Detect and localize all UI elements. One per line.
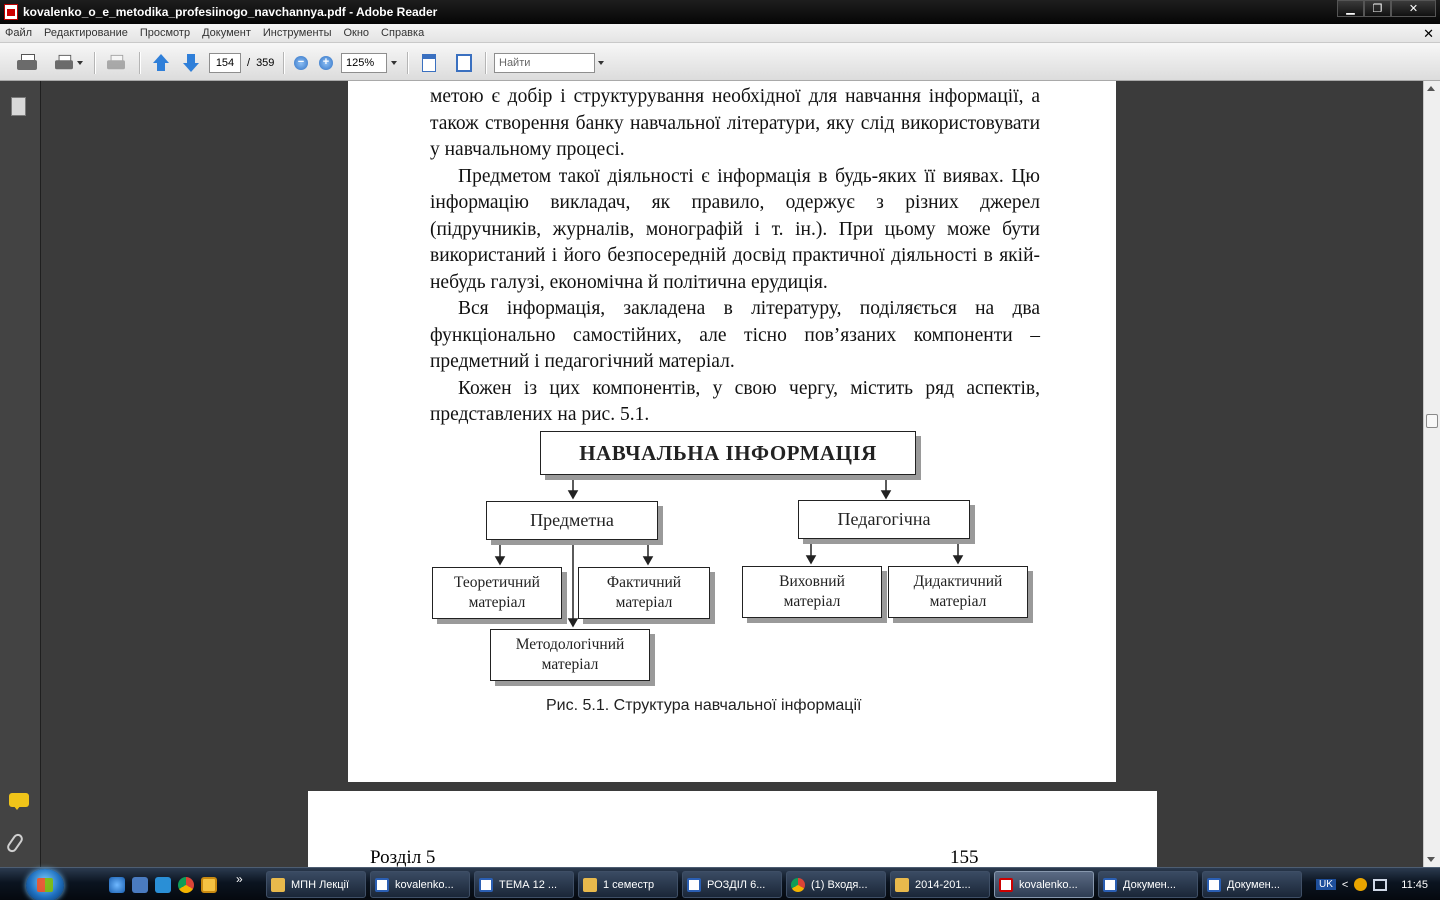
update-icon[interactable] bbox=[1354, 878, 1367, 891]
separator bbox=[485, 52, 486, 74]
section-header: Розділ 5 bbox=[370, 847, 436, 867]
diagram-didactic-box bbox=[888, 566, 1028, 618]
window-title: kovalenko_o_e_metodika_profesiinogo_navchannya.pdf - Adobe Reader bbox=[23, 5, 438, 19]
taskbar-item-label: МПН Лекції bbox=[291, 878, 350, 891]
previous-page-button[interactable] bbox=[149, 52, 173, 74]
leaf-line: матеріал bbox=[468, 594, 526, 611]
taskbar-item[interactable] bbox=[682, 871, 782, 898]
page-separator: / bbox=[247, 57, 251, 69]
document-viewport[interactable] bbox=[42, 81, 1423, 867]
leaf-line: матеріал bbox=[783, 593, 841, 610]
separator bbox=[283, 52, 284, 74]
chevron-down-icon[interactable] bbox=[598, 61, 604, 65]
zoom-out-button[interactable] bbox=[292, 52, 310, 74]
word-icon bbox=[375, 878, 389, 892]
menu-bar bbox=[0, 24, 1440, 43]
share-button[interactable] bbox=[50, 52, 86, 74]
pages-icon[interactable] bbox=[11, 97, 26, 116]
taskbar-item[interactable] bbox=[890, 871, 990, 898]
navigation-panel bbox=[0, 81, 41, 867]
search-input[interactable]: Найти bbox=[494, 53, 595, 73]
menu-document[interactable]: Документ bbox=[202, 27, 251, 39]
start-button[interactable] bbox=[26, 869, 64, 900]
show-desktop-icon[interactable] bbox=[132, 877, 148, 893]
figure-caption: Рис. 5.1. Структура навчальної інформації bbox=[546, 697, 862, 714]
taskbar-item[interactable] bbox=[786, 871, 886, 898]
quicklaunch-overflow[interactable]: » bbox=[236, 872, 243, 886]
pdf-page-next bbox=[308, 791, 1157, 867]
print-button[interactable] bbox=[14, 52, 40, 74]
separator bbox=[139, 52, 140, 74]
menu-view[interactable]: Просмотр bbox=[139, 27, 191, 39]
adobe-reader-icon bbox=[4, 4, 18, 20]
scroll-thumb[interactable] bbox=[1426, 414, 1438, 428]
chevron-down-icon bbox=[77, 61, 83, 65]
taskbar-item-label: ТЕМА 12 ... bbox=[499, 878, 558, 891]
separator bbox=[407, 52, 408, 74]
taskbar-item-label: kovalenko... bbox=[395, 878, 454, 891]
taskbar-item-label: 2014-201... bbox=[915, 878, 971, 891]
printer-icon bbox=[17, 54, 37, 72]
page-total: 359 bbox=[256, 57, 275, 69]
fit-width-button[interactable] bbox=[418, 52, 440, 74]
paragraph: Вся інформація, закладена в літературу, поділяється на два функціонально самостійних, але тісно пов’язаних компоненти – предметний і педагогічний матеріал. bbox=[430, 298, 1040, 372]
speech-bubble-icon bbox=[107, 55, 125, 71]
leaf-line: Теоретичний bbox=[454, 574, 540, 591]
scroll-down-icon[interactable] bbox=[1427, 857, 1435, 862]
leaf-line: матеріал bbox=[615, 594, 673, 611]
search-box bbox=[494, 52, 604, 74]
network-icon[interactable] bbox=[1373, 879, 1387, 891]
next-page-button[interactable] bbox=[179, 52, 203, 74]
taskbar-item-label: (1) Входя... bbox=[811, 878, 868, 891]
structure-diagram bbox=[428, 429, 1038, 689]
system-tray bbox=[1316, 868, 1440, 900]
close-button[interactable]: ✕ bbox=[1391, 0, 1436, 17]
taskbar-item[interactable] bbox=[578, 871, 678, 898]
diagram-upbringing-box bbox=[742, 566, 882, 618]
close-document-button[interactable]: ✕ bbox=[1423, 26, 1434, 41]
zoom-value[interactable]: 125% bbox=[341, 53, 387, 73]
fit-page-button[interactable] bbox=[453, 52, 475, 74]
taskbar-item[interactable] bbox=[1098, 871, 1198, 898]
word-icon bbox=[1103, 878, 1117, 892]
chevron-down-icon bbox=[391, 61, 397, 65]
word-icon bbox=[1207, 878, 1221, 892]
taskbar-item-label: kovalenko... bbox=[1019, 878, 1078, 891]
diagram-pedagogical-box: Педагогічна bbox=[798, 500, 970, 539]
comment-tool-button[interactable] bbox=[103, 52, 129, 74]
menu-tools[interactable]: Инструменты bbox=[262, 27, 332, 39]
leaf-line: Фактичний bbox=[606, 574, 682, 591]
comments-icon[interactable] bbox=[9, 793, 29, 807]
page-number-input[interactable]: 154 bbox=[209, 53, 241, 73]
fit-page-icon bbox=[456, 54, 472, 72]
leaf-line: Виховний bbox=[779, 573, 845, 590]
tray-expand-icon[interactable]: < bbox=[1341, 878, 1349, 891]
page-number: 155 bbox=[950, 847, 979, 867]
clock[interactable]: 11:45 bbox=[1401, 878, 1428, 891]
diagram-root-box: НАВЧАЛЬНА ІНФОРМАЦІЯ bbox=[540, 431, 916, 475]
taskbar-item[interactable] bbox=[1202, 871, 1302, 898]
pdf-icon bbox=[999, 878, 1013, 892]
share-icon bbox=[55, 55, 73, 71]
folder-icon bbox=[271, 878, 285, 892]
diagram-fact-box bbox=[578, 567, 710, 619]
minimize-button[interactable]: ▁ bbox=[1337, 0, 1364, 17]
word-icon bbox=[479, 878, 493, 892]
leaf-line: Методологічний bbox=[515, 636, 625, 653]
taskbar-item-label: РОЗДІЛ 6... bbox=[707, 878, 766, 891]
arrow-down-icon bbox=[181, 53, 201, 73]
menu-edit[interactable]: Редактирование bbox=[44, 27, 128, 39]
diagram-method-box bbox=[490, 629, 650, 681]
pdf-page bbox=[348, 81, 1116, 782]
diagram-theory-box bbox=[432, 567, 562, 619]
zoom-in-button[interactable] bbox=[317, 52, 335, 74]
title-bar bbox=[0, 0, 1440, 24]
menu-window[interactable]: Окно bbox=[343, 27, 370, 39]
internet-explorer-icon[interactable] bbox=[109, 877, 125, 893]
paperclip-icon[interactable] bbox=[5, 832, 25, 854]
zoom-out-icon: − bbox=[294, 56, 308, 70]
toolbar bbox=[0, 43, 1440, 81]
page-navigator bbox=[209, 52, 274, 74]
leaf-line: матеріал bbox=[929, 593, 987, 610]
chrome-icon bbox=[791, 878, 805, 892]
menu-help[interactable]: Справка bbox=[381, 27, 425, 39]
taskbar-item-label: 1 семестр bbox=[603, 878, 655, 891]
taskbar-item-label: Докумен... bbox=[1123, 878, 1176, 891]
taskbar bbox=[0, 867, 1440, 900]
zoom-select[interactable] bbox=[341, 52, 397, 74]
chrome-icon[interactable] bbox=[178, 877, 194, 893]
language-indicator[interactable]: UK bbox=[1316, 879, 1336, 890]
maximize-button[interactable]: ❐ bbox=[1364, 0, 1391, 17]
folder-icon bbox=[895, 878, 909, 892]
taskbar-item-label: Докумен... bbox=[1227, 878, 1280, 891]
folder-icon bbox=[583, 878, 597, 892]
app-launcher-icon[interactable] bbox=[155, 877, 171, 893]
taskbar-item[interactable] bbox=[474, 871, 574, 898]
vertical-scrollbar[interactable] bbox=[1423, 81, 1440, 867]
taskbar-item[interactable] bbox=[370, 871, 470, 898]
clock-app-icon[interactable] bbox=[201, 877, 217, 893]
separator bbox=[94, 52, 95, 74]
paragraph: метою є добір і структурування необхідної для навчання інформації, а також створення банку навчальної літератури, яку слід використовувати у навчальному процесі. bbox=[430, 86, 1040, 160]
arrow-up-icon bbox=[151, 53, 171, 73]
taskbar-item-active[interactable] bbox=[994, 871, 1094, 898]
window-controls bbox=[1337, 0, 1436, 17]
scroll-up-icon[interactable] bbox=[1427, 86, 1435, 91]
paragraph: Кожен із цих компонентів, у свою чергу, містить ряд аспектів, представлених на рис. 5.1. bbox=[430, 377, 1040, 425]
leaf-line: Дидактичний bbox=[913, 573, 1003, 590]
fit-width-icon bbox=[422, 54, 436, 72]
paragraph: Предметом такої діяльності є інформація в будь-яких її виявах. Цю інформацію викладач, як правило, одержує з різних джерел (підручників, журналів, монографій і т. ін.). При цьому може бути використаний і його безпосередній досвід практичної діяльності в якій-небудь галузі, економічна й політична ерудиція. bbox=[430, 165, 1040, 293]
word-icon bbox=[687, 878, 701, 892]
page-text bbox=[430, 84, 1040, 429]
menu-file[interactable]: Файл bbox=[5, 27, 33, 39]
diagram-subject-box: Предметна bbox=[486, 501, 658, 540]
leaf-line: матеріал bbox=[541, 656, 599, 673]
zoom-in-icon: + bbox=[319, 56, 333, 70]
taskbar-item[interactable] bbox=[266, 871, 366, 898]
